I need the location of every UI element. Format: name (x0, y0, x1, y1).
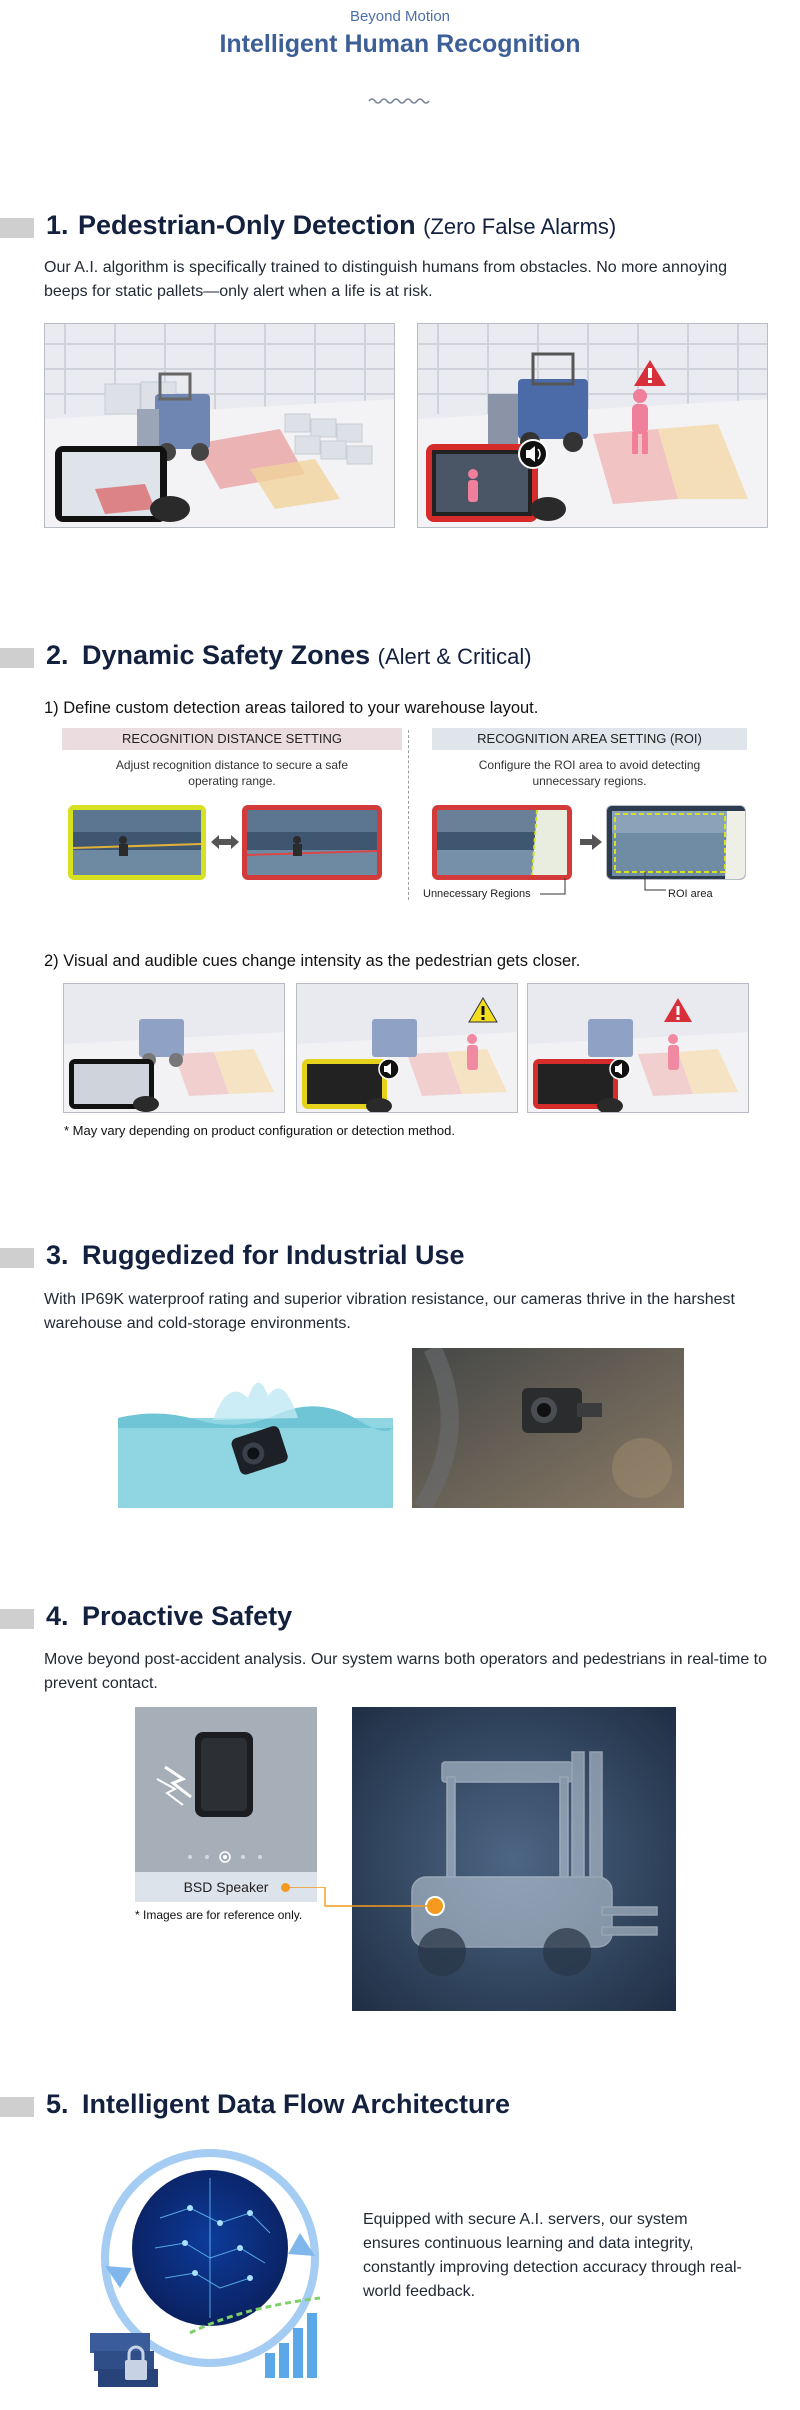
roi-red-screen (432, 805, 572, 880)
roi-setting-tag: RECOGNITION AREA SETTING (ROI) (432, 728, 747, 750)
section-3-heading (0, 1236, 800, 1276)
hero-title: Intelligent Human Recognition (219, 30, 581, 58)
section-number: 3. (46, 1240, 69, 1270)
distance-red-screen (242, 805, 382, 880)
step-2-heading: 2) Visual and audible cues change intensity as the pedestrian gets closer. (44, 952, 581, 970)
speaker-leader-line (285, 1887, 440, 1911)
section-2-heading (0, 636, 800, 676)
section-5-body: Equipped with secure A.I. servers, our system ensures continuous learning and data integrity, constantly improving detection accuracy through real-world feedback. (363, 2211, 742, 2300)
section-3-body: With IP69K waterproof rating and superior vibration resistance, our cameras thrive in the harshest warehouse and cold-storage environments. (44, 1291, 735, 1332)
section-1-body: Our A.I. algorithm is specifically trained to distinguish humans from obstacles. No more annoying beeps for static pallets—only alert when a life is at risk. (44, 259, 727, 300)
bsd-speaker-label: BSD Speaker (183, 1879, 269, 1895)
section-number: 2. (46, 640, 69, 670)
section-title (82, 640, 532, 671)
roi-dashed-screen (606, 805, 746, 880)
forklift-with-person-alert-image (417, 323, 768, 528)
rugged-camera-image (412, 1348, 684, 1508)
section-title: Ruggedized for Industrial Use (82, 1240, 465, 1270)
section-4-body: Move beyond post-accident analysis. Our system warns both operators and pedestrians in real-time to prevent contact. (44, 1651, 768, 1692)
section-title-main: Dynamic Safety Zones (82, 640, 371, 670)
cue-critical-image (527, 983, 749, 1113)
section-4-heading (0, 1597, 800, 1637)
ai-brain-data-flow-image (70, 2138, 350, 2393)
section-number: 5. (46, 2089, 69, 2119)
cue-alert-image (296, 983, 518, 1113)
setting-divider (408, 730, 409, 900)
heading-bar (0, 218, 34, 238)
section-5-heading (0, 2085, 800, 2125)
heading-bar (0, 1609, 34, 1629)
unnecessary-leader-line (540, 878, 570, 900)
section-subtitle: (Alert & Critical) (377, 644, 532, 669)
distance-yellow-screen (68, 805, 206, 880)
section-title (78, 210, 616, 241)
heading-bar (0, 2097, 34, 2117)
section-title: Intelligent Data Flow Architecture (82, 2089, 511, 2119)
double-arrow-icon (211, 833, 239, 851)
section-1-heading (0, 206, 800, 246)
heading-bar (0, 1248, 34, 1268)
roi-setting-desc: Configure the ROI area to avoid detecting unnecessary regions. (478, 758, 701, 788)
section-subtitle: (Zero False Alarms) (423, 214, 617, 239)
hero-kicker: Beyond Motion (349, 8, 451, 25)
cue-idle-image (63, 983, 285, 1113)
roi-area-label: ROI area (668, 888, 713, 900)
distance-setting-desc: Adjust recognition distance to secure a safe operating range. (115, 758, 349, 788)
heading-bar (0, 648, 34, 668)
squiggle-divider-icon (367, 96, 433, 106)
section-2-note: * May vary depending on product configuration or detection method. (64, 1123, 455, 1138)
distance-setting-tag: RECOGNITION DISTANCE SETTING (62, 728, 402, 750)
forklift-no-person-image (44, 323, 395, 528)
step-1-heading: 1) Define custom detection areas tailored to your warehouse layout. (44, 699, 539, 717)
section-number: 1. (46, 210, 69, 240)
transparent-forklift-image (352, 1707, 676, 2011)
roi-leader-line (642, 872, 666, 896)
section-number: 4. (46, 1601, 69, 1631)
section-title-main: Pedestrian-Only Detection (78, 210, 416, 240)
right-arrow-icon (580, 834, 602, 850)
section-4-note: * Images are for reference only. (135, 1908, 303, 1922)
unnecessary-regions-label: Unnecessary Regions (423, 888, 531, 900)
waterproof-camera-image (118, 1348, 393, 1508)
section-title: Proactive Safety (82, 1601, 293, 1631)
